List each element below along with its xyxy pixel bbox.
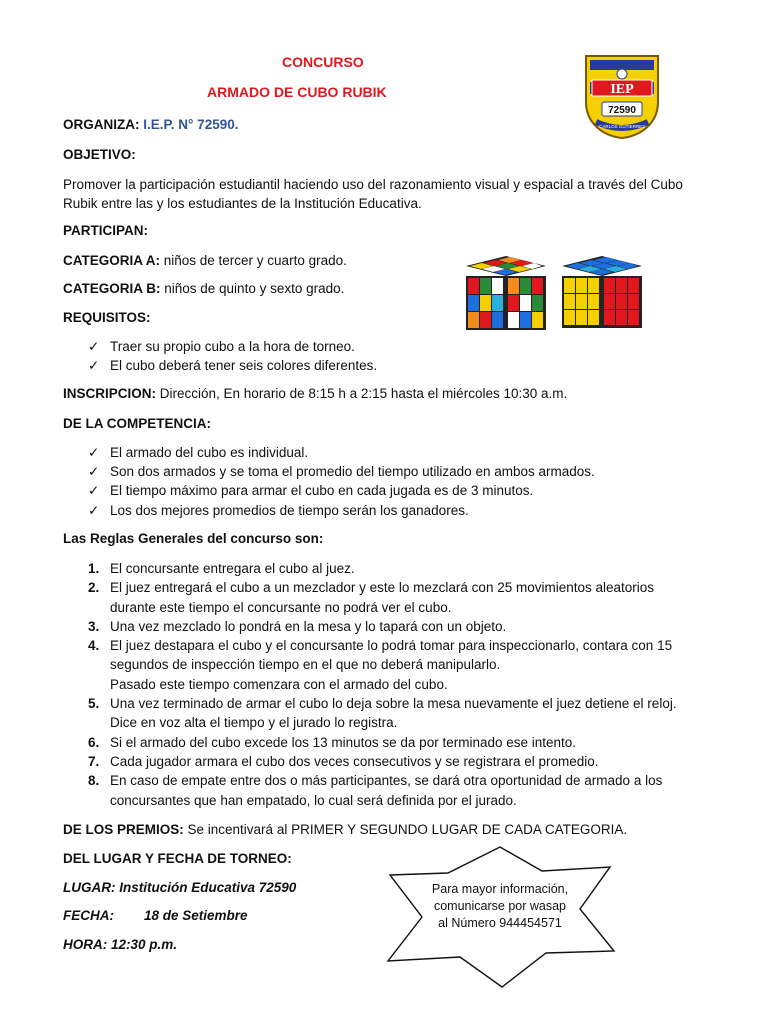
inscripcion-text: Dirección, En horario de 8:15 h a 2:15 hasta el miércoles 10:30 a.m. xyxy=(156,386,568,401)
list-item: 7. Cada jugador armara el cubo dos veces consecutivos y se registrara el promedio. xyxy=(88,753,599,769)
info-line-3: al Número 944454571 xyxy=(438,916,562,930)
list-item: ✓ Son dos armados y se toma el promedio del tiempo utilizado en ambos armados. xyxy=(88,462,595,481)
objetivo-line-2: Rubik entre las y los estudiantes de la Institución Educativa. xyxy=(63,196,422,211)
inscripcion-line xyxy=(63,386,567,401)
checkmark-icon: ✓ xyxy=(88,339,100,354)
rubik-cube-scrambled xyxy=(466,256,546,330)
school-logo xyxy=(582,52,662,140)
competencia-list xyxy=(88,443,595,520)
info-line-1: Para mayor información, xyxy=(431,882,569,896)
lugar-fecha-label: DEL LUGAR Y FECHA DE TORNEO: xyxy=(63,851,292,866)
list-item: ✓ Traer su propio cubo a la hora de torneo. xyxy=(88,337,377,356)
list-item: ✓ Los dos mejores promedios de tiempo serán los ganadores. xyxy=(88,501,595,520)
objetivo-label: OBJETIVO: xyxy=(63,147,136,162)
premios-label: DE LOS PREMIOS: xyxy=(63,822,184,837)
objetivo-text xyxy=(63,175,683,213)
fecha-value: 18 de Setiembre xyxy=(144,908,248,923)
checkmark-icon: ✓ xyxy=(88,483,100,499)
list-item: 5. Una vez terminado de armar el cubo lo deja sobre la mesa nuevamente el juez detiene el reloj. Dice en voz alta el tiempo y el jurado lo registra. xyxy=(88,696,677,731)
organiza-value: I.E.P. N° 72590. xyxy=(143,117,239,132)
info-star-callout xyxy=(382,845,618,989)
checkmark-icon: ✓ xyxy=(88,464,100,480)
checkmark-icon: ✓ xyxy=(88,502,100,518)
logo-iep-text: IEP xyxy=(610,82,634,97)
categoria-b-label: CATEGORIA B: xyxy=(63,281,161,296)
categoria-a-text: niños de tercer y cuarto grado. xyxy=(160,253,347,268)
list-item: ✓ El tiempo máximo para armar el cubo en cada jugada es de 3 minutos. xyxy=(88,481,595,500)
categoria-b-line xyxy=(63,281,344,296)
premios-text: Se incentivará al PRIMER Y SEGUNDO LUGAR DE CADA CATEGORIA. xyxy=(183,822,628,837)
list-item: 2. El juez entregará el cubo a un mezclador y este lo mezclará con 25 movimientos aleatorios durante este tiempo el concursante no podrá ver el cubo. xyxy=(88,580,655,615)
fecha-line xyxy=(63,908,248,923)
organiza-line xyxy=(63,117,238,132)
reglas-list xyxy=(88,559,728,810)
info-star-text xyxy=(382,881,618,932)
lugar-line: LUGAR: Institución Educativa 72590 xyxy=(63,880,297,895)
requisitos-label: REQUISITOS: xyxy=(63,310,151,325)
list-item: ✓ El armado del cubo es individual. xyxy=(88,443,595,462)
competencia-label: DE LA COMPETENCIA: xyxy=(63,416,211,431)
title-armado: ARMADO DE CUBO RUBIK xyxy=(207,84,387,100)
info-line-2: comunicarse por wasap xyxy=(433,899,566,913)
reglas-label: Las Reglas Generales del concurso son: xyxy=(63,531,324,546)
participan-label: PARTICIPAN: xyxy=(63,223,148,238)
checkmark-icon: ✓ xyxy=(88,445,100,460)
rubik-cubes-image xyxy=(462,252,644,334)
organiza-label: ORGANIZA: xyxy=(63,117,140,132)
requisitos-list xyxy=(88,337,377,375)
list-item: 1. El concursante entregara el cubo al juez. xyxy=(88,561,355,576)
hora-line: HORA: 12:30 p.m. xyxy=(63,937,178,952)
checkmark-icon: ✓ xyxy=(88,358,100,374)
fecha-label: FECHA: xyxy=(63,908,114,923)
list-item: 4. El juez destapara el cubo y el concursante lo podrá tomar para inspeccionarlo, contara con 15 segundos de inspección tiempo en el que no deberá manipularlo. Pasado este tiempo comenzara con el armado del cubo. xyxy=(88,638,673,692)
categoria-b-text: niños de quinto y sexto grado. xyxy=(160,281,345,296)
objetivo-line-1: Promover la participación estudiantil haciendo uso del razonamiento visual y espacial a través del Cubo xyxy=(63,177,683,192)
premios-line xyxy=(63,822,627,837)
inscripcion-label: INSCRIPCION: xyxy=(63,386,157,401)
list-item: 3. Una vez mezclado lo pondrá en la mesa y lo tapará con un objeto. xyxy=(88,618,507,634)
categoria-a-line xyxy=(63,253,347,268)
title-concurso: CONCURSO xyxy=(282,54,364,70)
list-item: ✓ El cubo deberá tener seis colores diferentes. xyxy=(88,356,377,375)
rubik-cube-solved xyxy=(562,256,642,328)
list-item: 6. Si el armado del cubo excede los 13 minutos se da por terminado ese intento. xyxy=(88,734,577,750)
categoria-a-label: CATEGORIA A: xyxy=(63,253,160,268)
logo-badge-text: 72590 xyxy=(608,105,636,116)
list-item: 8. En caso de empate entre dos o más participantes, se dará otra oportunidad de armado a los concursantes que han empatado, lo cual será definida por el jurado. xyxy=(88,773,663,808)
logo-ribbon-text: CARLOS GUTIERREZ xyxy=(599,124,645,129)
